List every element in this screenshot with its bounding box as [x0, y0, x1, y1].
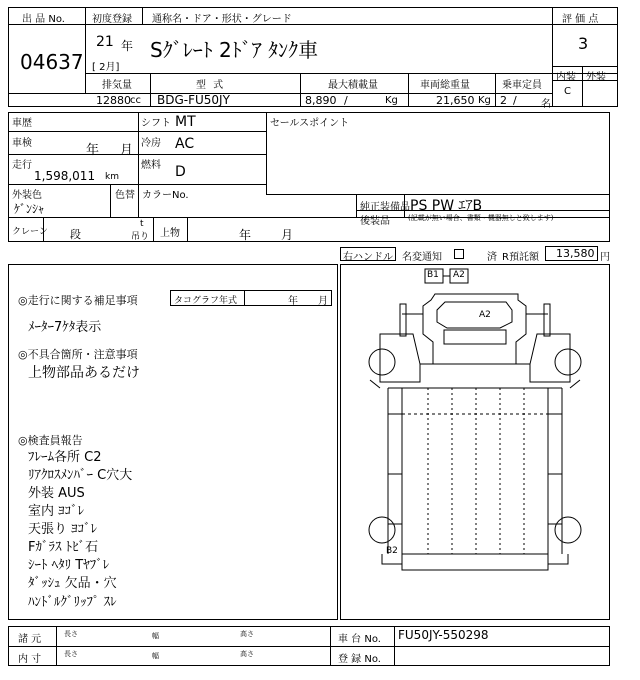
interior-score-label: 内装: [556, 72, 576, 83]
damage-mark-a2-top: A2: [453, 270, 465, 280]
inspection-label: 車検: [12, 138, 32, 149]
fuel-label: 燃料: [141, 160, 161, 171]
inspector-note: ﾀﾞｯｼｭ 欠品・穴: [28, 576, 117, 591]
dims-label: 諸 元: [18, 634, 42, 645]
capacity-label: 乗車定員: [502, 80, 542, 91]
shift-value: MT: [175, 114, 196, 130]
displacement-unit: cc: [130, 95, 141, 106]
aftermarket-note: (記載が無い場合、書類・機器無しと致します): [408, 214, 554, 222]
tacho-month-unit: 月: [318, 296, 328, 307]
tacho-label: タコグラフ年式: [174, 296, 238, 306]
rhd-label: 右ハンドル: [343, 252, 393, 263]
inspector-note: ﾘｱｸﾛｽﾒﾝﾊﾞｰ C穴大: [28, 468, 133, 483]
fuel-value: D: [175, 164, 186, 180]
mileage-unit: km: [105, 172, 119, 182]
damage-mark-b2: B2: [386, 546, 398, 556]
capacity-slash: /: [513, 94, 517, 107]
running-note: ﾒｰﾀｰ7ｹﾀ表示: [28, 320, 102, 335]
dims-length-label: 長さ: [64, 630, 78, 638]
gross-weight-unit: Kg: [478, 95, 491, 106]
gross-weight: 21,650: [436, 94, 475, 107]
max-load-unit: Kg: [385, 95, 398, 106]
name-change-label: 名変通知: [402, 252, 442, 263]
inspector-note: ｼｰﾄ ﾍﾀﾘ Tﾔﾌﾞﾚ: [28, 558, 110, 573]
max-load-label: 最大積載量: [328, 80, 378, 91]
dims-width-label: 幅: [152, 632, 159, 640]
color-no-label-2: カラーNo.: [142, 190, 189, 201]
max-load-slash: /: [344, 94, 348, 107]
damage-mark-b1: B1: [427, 270, 439, 280]
inspector-label: ◎検査員報告: [18, 434, 83, 447]
upper-month-unit: 月: [281, 228, 294, 242]
recycle-label: 済: [487, 252, 497, 263]
color-value: ｹﾞﾝｼｬ: [14, 202, 45, 216]
max-load: 8,890: [305, 94, 337, 107]
crane-stage-label: 段: [70, 228, 81, 241]
reg-year: 21: [96, 34, 114, 50]
color-label: 外装色: [12, 190, 42, 201]
damage-mark-a2: A2: [479, 310, 491, 320]
interior-length-label: 長さ: [64, 650, 78, 658]
reg-year-unit: 年: [121, 39, 134, 53]
equipment-value: PS PW ｴｱB: [410, 198, 483, 214]
recycle-fee-label: R預託額: [502, 252, 539, 263]
history-label: 車歴: [12, 118, 32, 129]
capacity: 2: [500, 94, 507, 107]
gross-weight-label: 車両総重量: [420, 80, 470, 91]
yen-unit: 円: [600, 252, 610, 263]
model-label: 型 式: [196, 80, 226, 91]
capacity-unit: 名: [541, 99, 551, 110]
inspector-note: Fｶﾞﾗｽ ﾄﾋﾞ石: [28, 540, 99, 555]
grade-text: Sｸﾞﾚｰﾄ 2ﾄﾞｱ ﾀﾝｸ車: [150, 38, 319, 62]
running-label: ◎走行に関する補足事項: [18, 294, 138, 307]
recycle-fee: 13,580: [556, 247, 595, 260]
inspector-note: 天張り ﾖｺﾞﾚ: [28, 522, 98, 537]
mileage-label: 走行: [12, 160, 32, 171]
score-label: 評 価 点: [562, 14, 599, 25]
inspection-month-unit: 月: [120, 143, 134, 158]
name-label: 通称名・ドア・形状・グレード: [152, 14, 292, 25]
equipment-label: 純正装備品: [360, 202, 410, 213]
crane-ton-unit: t: [140, 219, 144, 229]
exterior-score-label: 外装: [586, 72, 606, 83]
dims-height-label: 高さ: [240, 630, 254, 638]
defect-label: ◎不具合箇所・注意事項: [18, 348, 138, 361]
inspector-note: 室内 ﾖｺﾞﾚ: [28, 504, 85, 519]
crane-hanging-label: 吊り: [131, 232, 150, 242]
first-reg-label: 初度登録: [92, 14, 132, 25]
inspector-note: ﾌﾚｰﾑ各所 C2: [28, 450, 102, 465]
reg-month: [ 2月]: [92, 62, 120, 73]
sales-point-label: セールスポイント: [270, 118, 350, 129]
color-no-label: 色替: [115, 190, 135, 201]
chassis-label: 車 台 No.: [338, 634, 381, 645]
tacho-year-unit: 年: [288, 296, 298, 307]
displacement-label: 排気量: [102, 80, 132, 91]
shift-label: シフト: [141, 118, 171, 129]
score-value: 3: [578, 34, 589, 53]
interior-dims-label: 内 寸: [18, 654, 42, 665]
mileage-value: 1,598,011: [34, 169, 96, 183]
registration-label: 登 録 No.: [338, 654, 381, 665]
name-change-checkbox[interactable]: [454, 249, 464, 259]
lot-no-label: 出 品 No.: [22, 14, 65, 25]
upper-year-unit: 年: [239, 228, 252, 242]
interior-height-label: 高さ: [240, 650, 254, 658]
lot-number: 04637: [20, 50, 84, 74]
crane-label: クレーン: [12, 227, 48, 237]
inspection-year-unit: 年: [86, 143, 100, 158]
displacement: 12880: [96, 94, 131, 107]
interior-score: C: [564, 86, 571, 97]
defect-note: 上物部品あるだけ: [28, 365, 140, 381]
aftermarket-label: 後装品: [360, 216, 390, 227]
inspector-note: 外装 AUS: [28, 486, 85, 501]
truck-diagram: [340, 264, 610, 620]
chassis-number: FU50JY-550298: [398, 628, 489, 642]
interior-width-label: 幅: [152, 652, 159, 660]
model-code: BDG-FU50JY: [157, 93, 230, 107]
ac-label: 冷房: [141, 138, 161, 149]
ac-value: AC: [175, 136, 195, 152]
inspector-note: ﾊﾝﾄﾞﾙｸﾞﾘｯﾌﾟ ｽﾚ: [28, 595, 117, 610]
upper-label: 上物: [160, 228, 180, 239]
